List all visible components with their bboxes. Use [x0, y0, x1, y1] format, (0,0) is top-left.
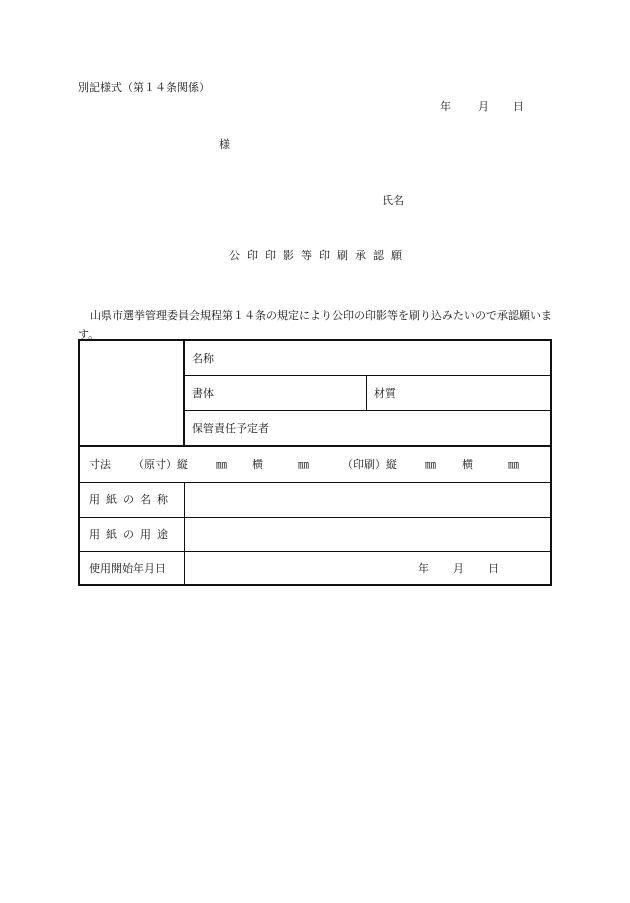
row-divider	[80, 551, 550, 552]
start-day: 日	[488, 562, 499, 575]
date-month: 月	[478, 100, 489, 113]
custodian-label: 保管責任予定者	[192, 422, 269, 435]
column-divider	[183, 341, 185, 445]
dimensions-label: 寸法	[89, 458, 111, 471]
original-size-label: （原寸）縦	[133, 458, 188, 471]
printed-size-label: （印刷）縦	[342, 458, 397, 471]
applicant-name-label: 氏名	[382, 194, 404, 207]
unit-mm: ㎜	[216, 458, 227, 471]
paper-use-label: 用紙の用途	[89, 528, 174, 541]
unit-mm: ㎜	[298, 458, 309, 471]
horizontal-label: 横	[252, 458, 263, 471]
unit-mm: ㎜	[425, 458, 436, 471]
document-title: 公印印影等印刷承認願	[229, 249, 409, 262]
row-divider	[184, 375, 550, 376]
row-divider	[80, 517, 550, 518]
date-day: 日	[513, 100, 524, 113]
body-text: 山県市選挙管理委員会規程第１４条の規定により公印の印影等を刷り込みたいので承認願います。	[78, 309, 552, 341]
date-year: 年	[440, 100, 451, 113]
horizontal-label: 横	[462, 458, 473, 471]
addressee-suffix: 様	[219, 138, 230, 151]
row-divider	[80, 445, 550, 447]
form-label: 別記様式（第１４条関係）	[78, 81, 210, 94]
start-year: 年	[418, 562, 429, 575]
approval-form-table	[78, 339, 552, 586]
column-divider	[184, 482, 185, 586]
row-divider	[184, 410, 550, 411]
unit-mm: ㎜	[508, 458, 519, 471]
row-divider	[80, 482, 550, 483]
seal-name-label: 名称	[192, 352, 214, 365]
material-label: 材質	[374, 387, 396, 400]
start-date-label: 使用開始年月日	[89, 562, 166, 575]
column-divider	[366, 375, 367, 410]
start-month: 月	[453, 562, 464, 575]
paper-name-label: 用紙の名称	[89, 493, 174, 506]
font-style-label: 書体	[192, 387, 214, 400]
